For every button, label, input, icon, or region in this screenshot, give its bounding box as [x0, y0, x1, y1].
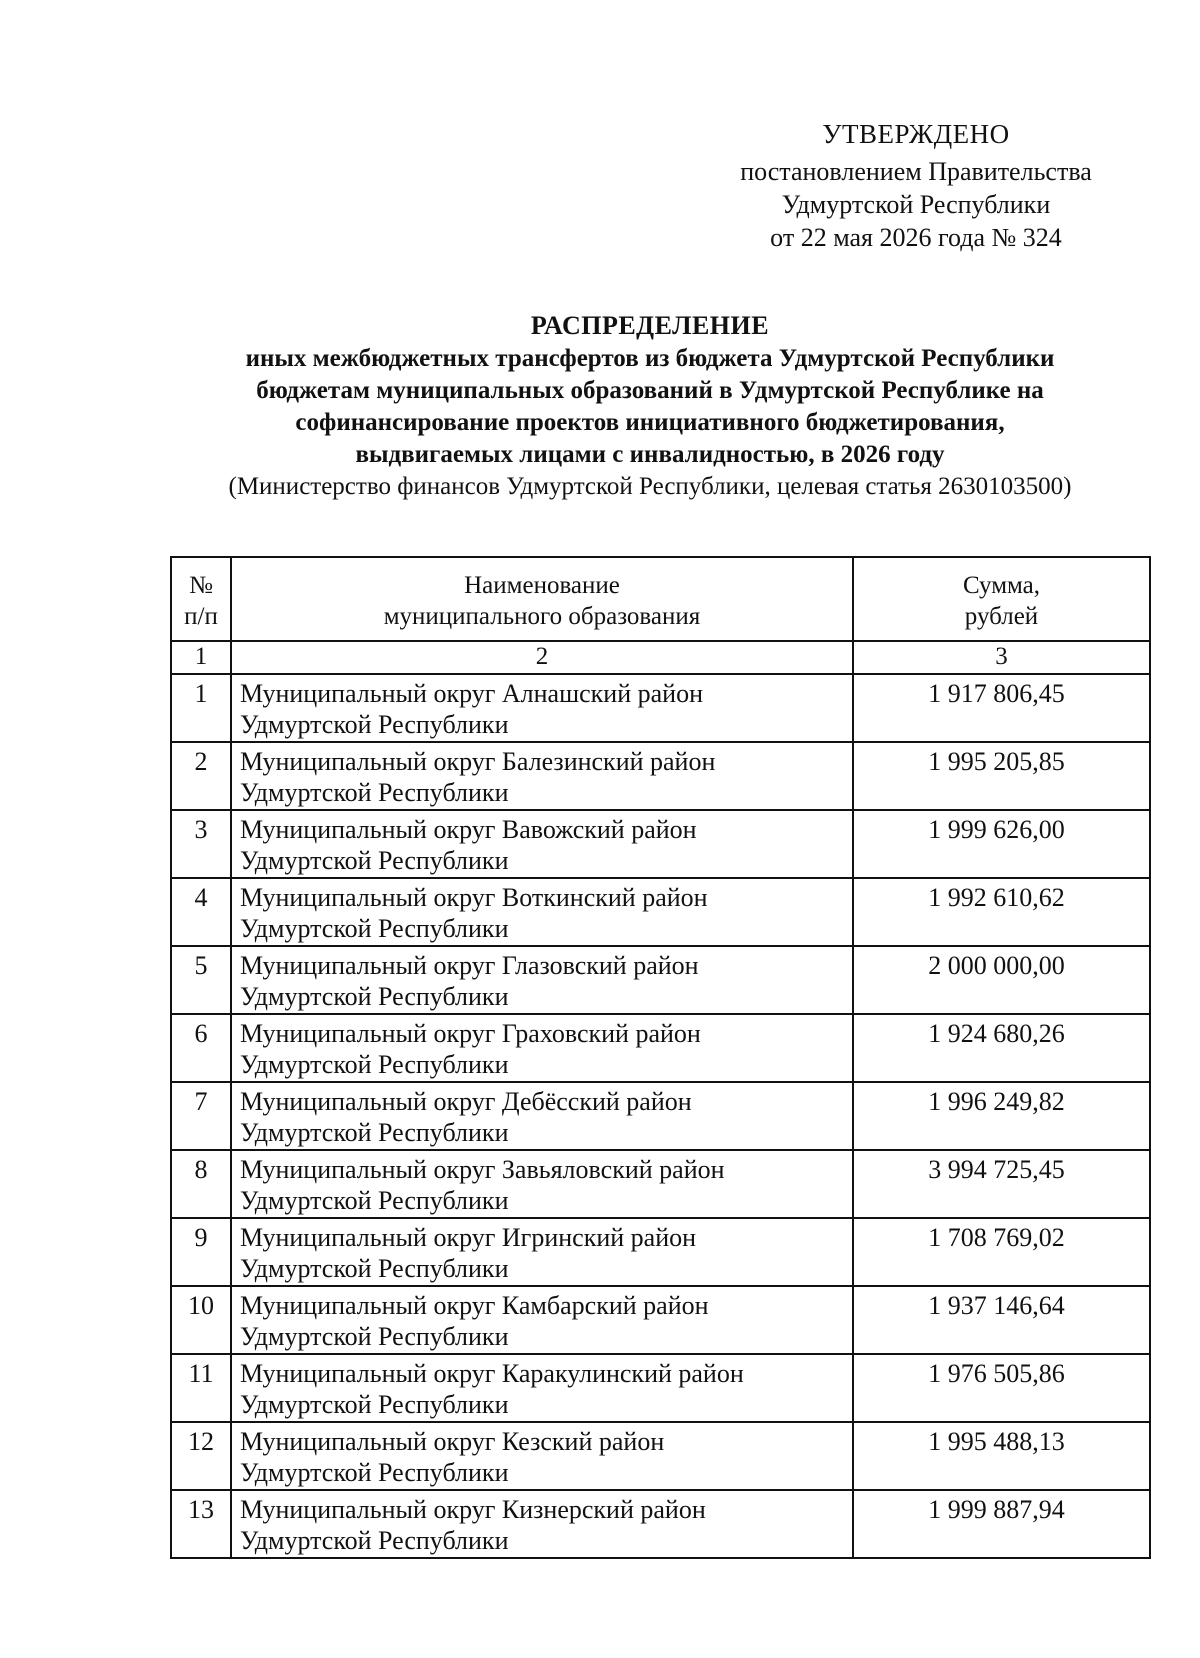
amount-rubles: 1 996 249,82	[853, 1082, 1150, 1150]
row-number: 8	[171, 1150, 231, 1218]
column-index-row	[171, 641, 1150, 674]
approval-date-line: от 22 мая 2026 года № 324	[770, 223, 1062, 252]
table-row	[171, 1150, 1150, 1218]
municipality-name-line: Удмуртской Республики	[240, 1526, 509, 1555]
header-text: Наименование	[464, 572, 620, 599]
municipality-name-line: Удмуртской Республики	[240, 846, 509, 875]
municipality-name-line: Муниципальный округ Вавожский район	[240, 815, 697, 844]
table-row	[171, 742, 1150, 810]
municipality-name-line: Муниципальный округ Камбарский район	[240, 1291, 709, 1320]
municipality-name	[231, 1014, 853, 1082]
row-number: 13	[171, 1490, 231, 1558]
row-number: 10	[171, 1286, 231, 1354]
municipality-name-line: Муниципальный округ Кизнерский район	[240, 1495, 706, 1524]
table-row	[171, 1354, 1150, 1422]
municipality-name-line: Муниципальный округ Глазовский район	[240, 951, 699, 980]
municipality-name	[231, 878, 853, 946]
header-number	[171, 557, 231, 641]
column-index: 3	[853, 641, 1150, 674]
amount-rubles: 1 924 680,26	[853, 1014, 1150, 1082]
column-index: 2	[231, 641, 853, 674]
municipality-name	[231, 1286, 853, 1354]
table-row	[171, 1286, 1150, 1354]
approval-line: Удмуртской Республики	[781, 190, 1051, 219]
approval-word: УТВЕРЖДЕНО	[822, 119, 1010, 149]
municipality-name-line: Муниципальный округ Каракулинский район	[240, 1359, 744, 1388]
document-subtitle-line: софинансирование проектов инициативного бюджетирования,	[295, 409, 1005, 436]
row-number: 5	[171, 946, 231, 1014]
header-text: муниципального образования	[383, 603, 701, 630]
municipality-name	[231, 810, 853, 878]
amount-rubles: 1 999 626,00	[853, 810, 1150, 878]
municipality-name-line: Удмуртской Республики	[240, 778, 509, 807]
table-row	[171, 1490, 1150, 1558]
header-text: п/п	[184, 603, 218, 630]
municipality-name	[231, 742, 853, 810]
municipality-name-line: Удмуртской Республики	[240, 1458, 509, 1487]
municipality-name-line: Удмуртской Республики	[240, 710, 509, 739]
municipality-name	[231, 1422, 853, 1490]
row-number: 9	[171, 1218, 231, 1286]
municipality-name-line: Муниципальный округ Дебёсский район	[240, 1087, 692, 1116]
municipality-name-line: Удмуртской Республики	[240, 1118, 509, 1147]
table-row	[171, 1014, 1150, 1082]
row-number: 6	[171, 1014, 231, 1082]
row-number: 3	[171, 810, 231, 878]
amount-rubles: 1 917 806,45	[853, 674, 1150, 742]
municipality-name	[231, 1490, 853, 1558]
document-subtitle-line: иных межбюджетных трансфертов из бюджета Удмуртской Республики	[245, 345, 1055, 372]
document-title-block	[150, 310, 1150, 503]
header-text: Сумма,	[962, 572, 1041, 599]
municipality-name-line: Удмуртской Республики	[240, 982, 509, 1011]
column-index: 1	[171, 641, 231, 674]
document-subtitle-line: бюджетам муниципальных образований в Удмуртской Республике на	[256, 377, 1044, 404]
table-row	[171, 878, 1150, 946]
approval-block	[700, 118, 1132, 254]
municipality-name-line: Удмуртской Республики	[240, 1050, 509, 1079]
document-subtitle-line: выдвигаемых лицами с инвалидностью, в 2026 году	[355, 441, 945, 468]
municipality-name-line: Удмуртской Республики	[240, 1254, 509, 1283]
amount-rubles: 2 000 000,00	[853, 946, 1150, 1014]
amount-rubles: 1 992 610,62	[853, 878, 1150, 946]
municipality-name-line: Удмуртской Республики	[240, 914, 509, 943]
table-row	[171, 1082, 1150, 1150]
amount-rubles: 3 994 725,45	[853, 1150, 1150, 1218]
document-note: (Министерство финансов Удмуртской Республики, целевая статья 2630103500)	[228, 473, 1072, 500]
row-number: 1	[171, 674, 231, 742]
table-row	[171, 946, 1150, 1014]
municipality-name-line: Муниципальный округ Воткинский район	[240, 883, 708, 912]
municipality-name-line: Муниципальный округ Игринский район	[240, 1223, 697, 1252]
municipality-name	[231, 946, 853, 1014]
amount-rubles: 1 995 488,13	[853, 1422, 1150, 1490]
municipality-name-line: Муниципальный округ Кезский район	[240, 1427, 665, 1456]
header-text: рублей	[964, 603, 1039, 630]
document-title: РАСПРЕДЕЛЕНИЕ	[530, 311, 770, 340]
municipality-name	[231, 1150, 853, 1218]
municipality-name-line: Удмуртской Республики	[240, 1186, 509, 1215]
distribution-table	[170, 556, 1151, 1559]
municipality-name	[231, 1218, 853, 1286]
municipality-name-line: Муниципальный округ Граховский район	[240, 1019, 701, 1048]
approval-line: постановлением Правительства	[740, 157, 1092, 186]
table-row	[171, 674, 1150, 742]
table-header-row	[171, 557, 1150, 641]
amount-rubles: 1 708 769,02	[853, 1218, 1150, 1286]
amount-rubles: 1 999 887,94	[853, 1490, 1150, 1558]
table-row	[171, 1422, 1150, 1490]
municipality-name-line: Муниципальный округ Алнашский район	[240, 679, 703, 708]
municipality-name-line: Удмуртской Республики	[240, 1390, 509, 1419]
table-row	[171, 1218, 1150, 1286]
row-number: 12	[171, 1422, 231, 1490]
municipality-name-line: Муниципальный округ Завьяловский район	[240, 1155, 725, 1184]
row-number: 4	[171, 878, 231, 946]
row-number: 7	[171, 1082, 231, 1150]
municipality-name	[231, 674, 853, 742]
row-number: 11	[171, 1354, 231, 1422]
amount-rubles: 1 937 146,64	[853, 1286, 1150, 1354]
municipality-name-line: Удмуртской Республики	[240, 1322, 509, 1351]
table-row	[171, 810, 1150, 878]
header-text: №	[189, 572, 213, 599]
amount-rubles: 1 976 505,86	[853, 1354, 1150, 1422]
municipality-name	[231, 1082, 853, 1150]
header-sum	[853, 557, 1150, 641]
amount-rubles: 1 995 205,85	[853, 742, 1150, 810]
row-number: 2	[171, 742, 231, 810]
municipality-name	[231, 1354, 853, 1422]
header-name	[231, 557, 853, 641]
municipality-name-line: Муниципальный округ Балезинский район	[240, 747, 716, 776]
